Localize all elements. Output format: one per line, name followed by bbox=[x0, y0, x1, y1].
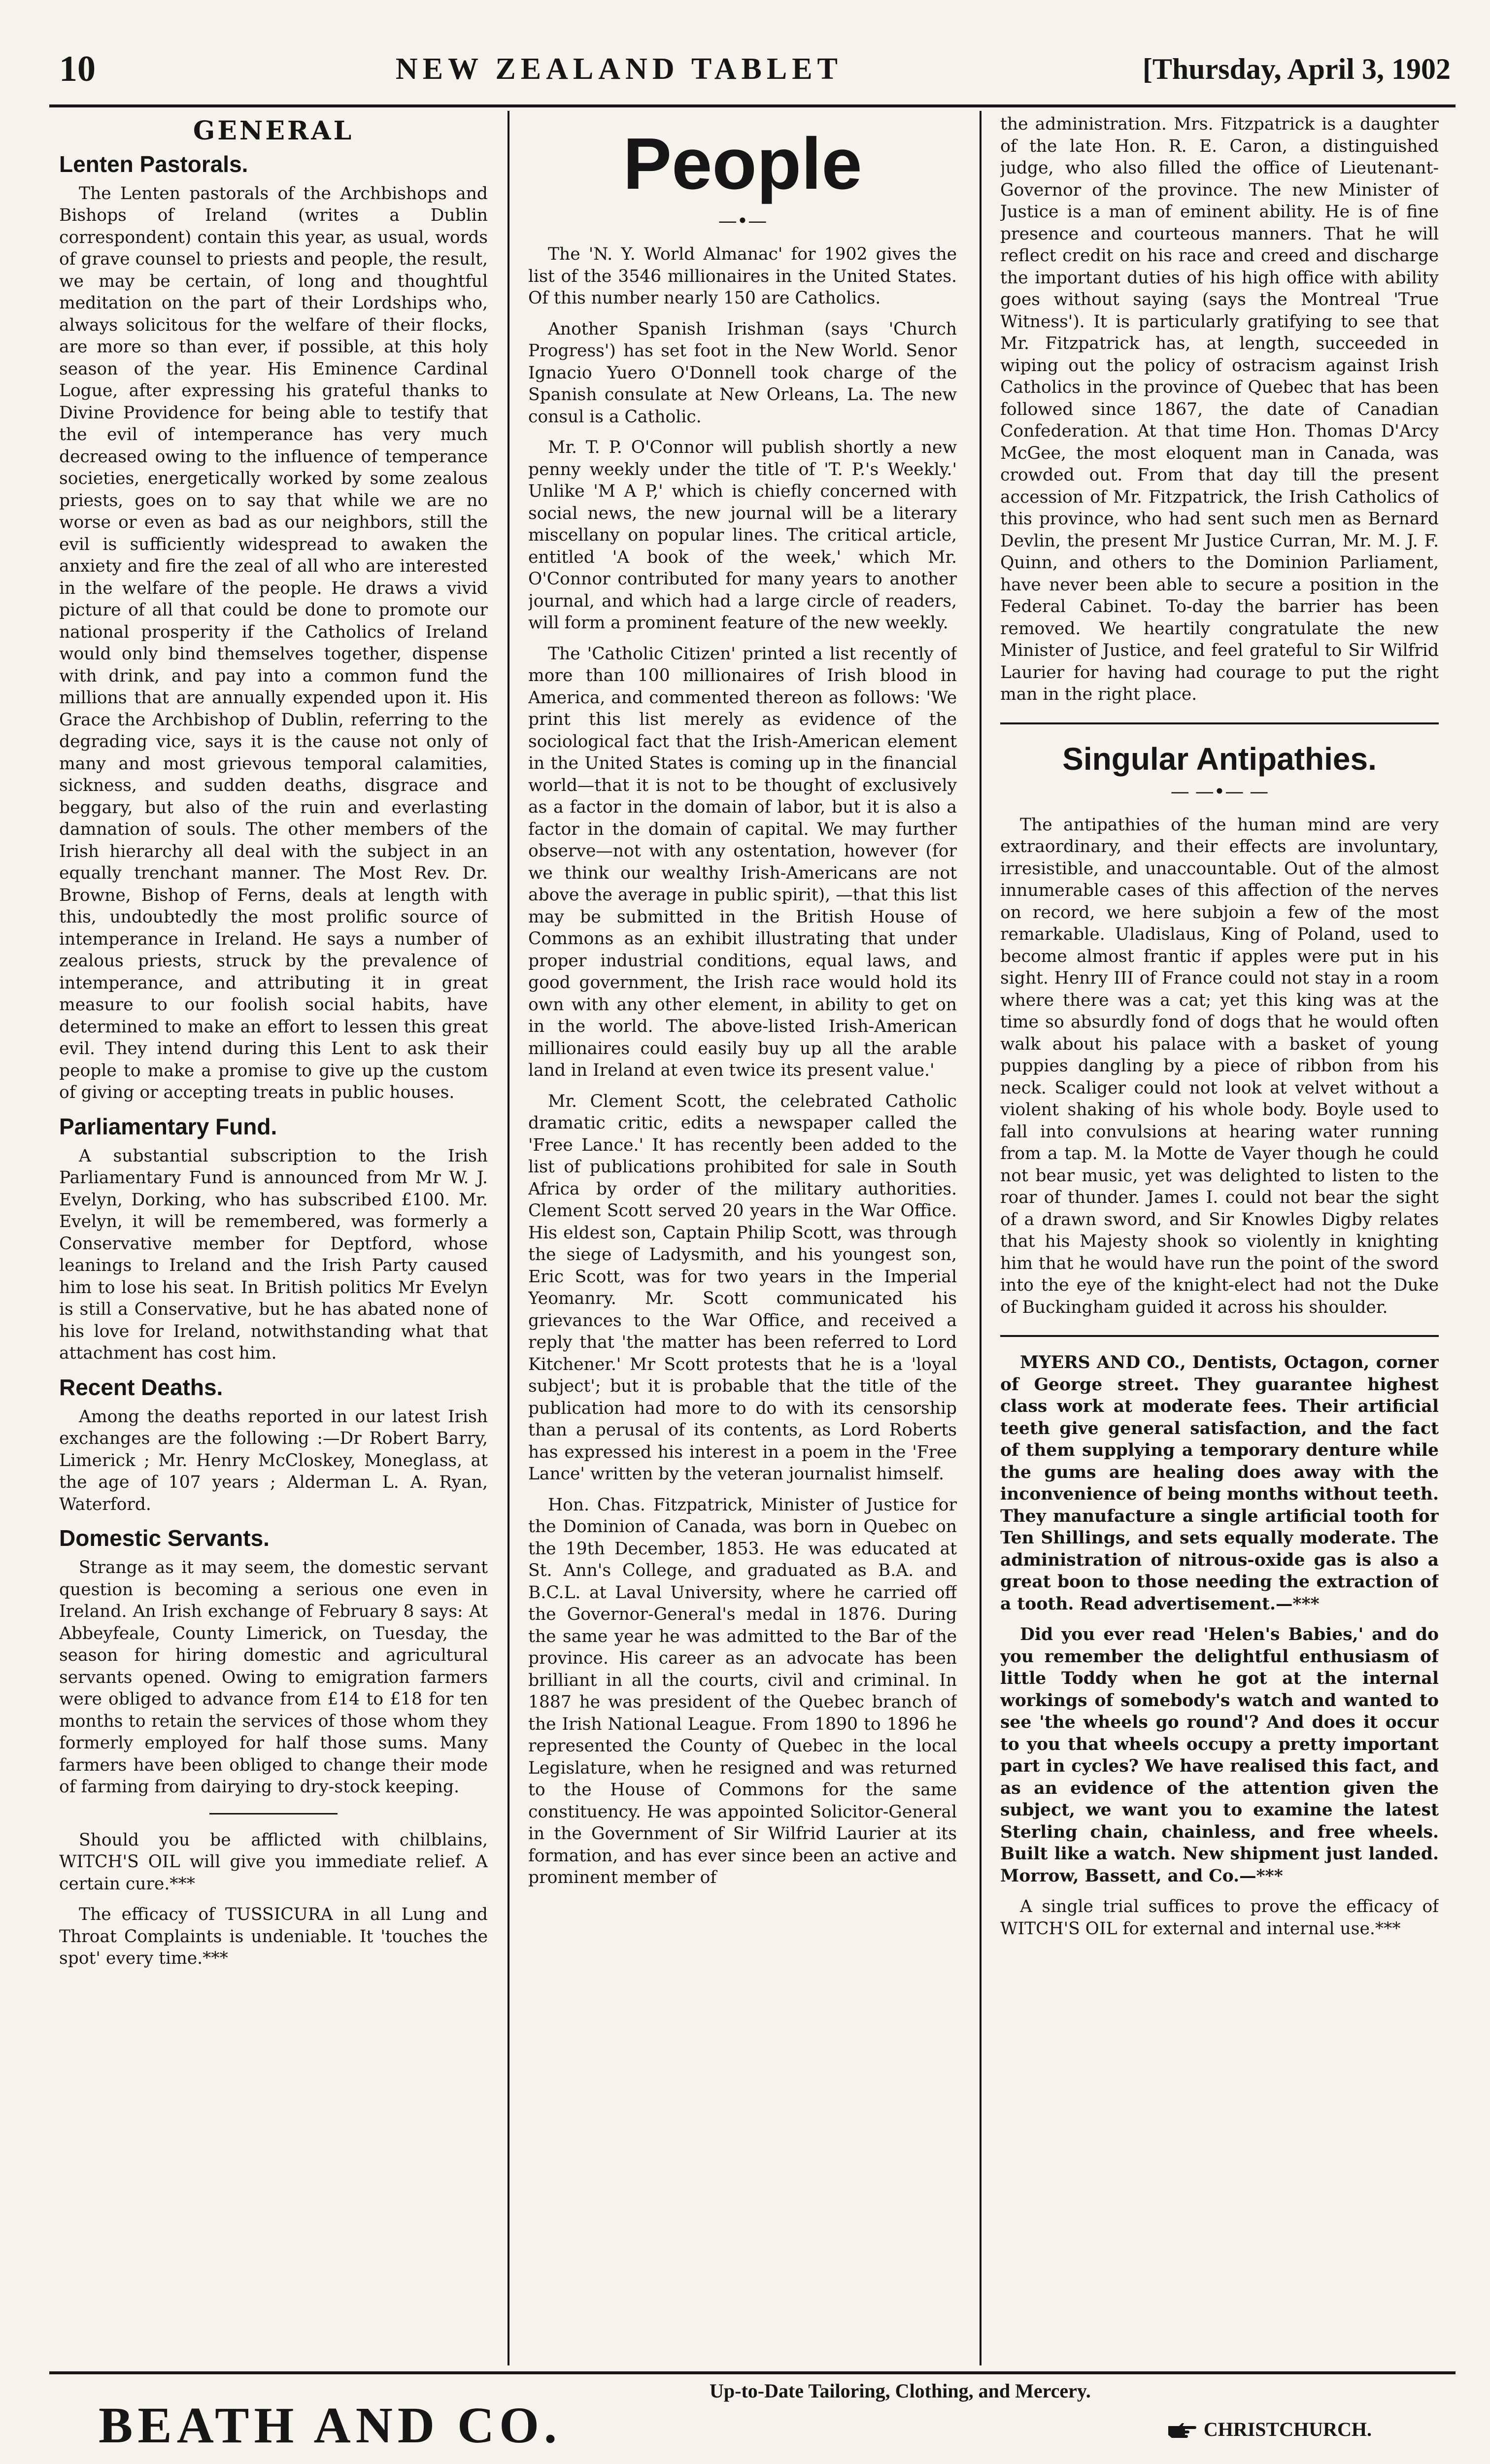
column-divider bbox=[508, 111, 509, 2365]
article-paragraph: The Lenten pastorals of the Archbishops and Bishops of Ireland (writes a Dublin correspondent) contain this year, as usual, words of grave counsel to priests and people, the result, we may be certain, of long and thoughtful meditation on the part of their Lordships who, always solicitous for the welfare of their flocks, are more so than ever, if possible, at this holy season of the year. His Eminence Cardinal Logue, after expressing his grateful thanks to Divine Providence for being able to testify that the evil of intemperance has very much decreased owing to the influence of temperance societies, energetically worked by some zealous priests, goes on to say that while we are no worse or even as bad as our neighbors, still the evil is sufficiently widespread to awaken the anxiety and fire the zeal of all who are interested in the welfare of the people. He draws a vivid picture of all that could be done to promote our national prosperity if the Catholics of Ireland would only bind themselves together, dispense with drink, and pay into a common fund the millions that are annually expended upon it. His Grace the Archbishop of Dublin, referring to the degrading vice, says it is the cause not only of many and most grievous temporal calamities, sickness, and sudden deaths, disgrace and beggary, but also of the ruin and everlasting damnation of souls. The other members of the Irish hierarchy all deal with the subject in an equally trenchant manner. The Most Rev. Dr. Browne, Bishop of Ferns, deals at length with this, undoubtedly the most prolific source of intemperance in Ireland. He says a number of zealous priests, struck by the prevalence of intemperance, and attributing it in great measure to our foolish social habits, have determined to make an effort to lessen this great evil. They intend during this Lent to ask their people to make a promise to give up the custom of giving or accepting treats in public houses. bbox=[59, 183, 488, 1102]
article-heading: Parliamentary Fund. bbox=[59, 1113, 277, 1139]
article-paragraph: the administration. Mrs. Fitzpatrick is a daughter of the late Hon. R. E. Caron, a distinguished judge, who also filled the office of Lieutenant-Governor of the province. The new Minister of Justice is a man of eminent ability. He is of fine presence and courteous manners. That he will reflect credit on his race and creed and discharge the important duties of his high office with ability goes without saying (says the Montreal 'True Witness'). It is particularly gratifying to see that Mr. Fitzpatrick has, at length, succeeded in wiping out the policy of ostracism against Irish Catholics in the province of Quebec that has been followed since 1867, the date of Canadian Confederation. At that time Hon. Thomas D'Arcy McGee, the most eloquent man in Canada, was crowded out. From that day till the present accession of Mr. Fitzpatrick, the Irish Catholics of this province, who had sent such men as Bernard Devlin, the present Mr Justice Curran, Mr. M. J. F. Quinn, and others to the Dominion Parliament, have never been able to secure a position in the Federal Cabinet. To-day the barrier has been removed. We heartily congratulate the new Minister of Justice, and feel grateful to Sir Wilfrid Laurier for having had courage to put the right man in the right place. bbox=[1000, 114, 1439, 704]
footer-city-line bbox=[1167, 2418, 1372, 2441]
footer-advertisement bbox=[59, 2379, 1451, 2463]
page-number: 10 bbox=[59, 48, 96, 89]
article-heading: Lenten Pastorals. bbox=[59, 151, 248, 177]
article-paragraph: The antipathies of the human mind are very extraordinary, and their effects are involuntary, irresistible, and unaccountable. Out of the almost innumerable cases of this affection of the nerves on record, we here subjoin a few of the most remarkable. Uladislaus, King of Poland, used to become almost frantic if apples were put in his sight. Henry III of France could not stay in a room where there was a cat; yet this king was at the time so absurdly fond of dogs that he would often walk about his palace with a basket of young puppies dangling by a piece of ribbon from his neck. Scaliger could not look at velvet without a violent shaking of his whole body. Boyle used to fall into convulsions at hearing water running from a tap. M. la Motte de Vayer though he could not bear music, yet was delighted to listen to the roar of thunder. James I. could not bear the sight of a drawn sword, and Sir Knowles Digby relates that his Majesty shook so violently in knighting him that he would have run the point of the sword into the eye of the knight-elect had not the Duke of Buckingham guided it across his shoulder. bbox=[1000, 815, 1439, 1317]
column-antipathies bbox=[1000, 113, 1439, 2353]
footer-city: CHRISTCHURCH. bbox=[1203, 2418, 1372, 2440]
section-title-antipathies: Singular Antipathies. bbox=[1062, 741, 1377, 777]
issue-date: [Thursday, April 3, 1902 bbox=[1142, 52, 1451, 85]
advertisement-paragraph: The efficacy of TUSSICURA in all Lung and Throat Complaints is undeniable. It 'touches the spot' every time.*** bbox=[59, 1905, 488, 1968]
advertisement-paragraph: Did you ever read 'Helen's Babies,' and do you remember the delightful enthusiasm of little Toddy when he got at the internal workings of somebody's watch and wanted to see 'the wheels go round'? And does it occur to you that wheels occupy a pretty important part in cycles? We have realised this fact, and as an evidence of the attention given the subject, we want you to examine the latest Sterling chain, chainless, and free wheels. Built like a watch. New shipment just landed. Morrow, Bassett, and Co.—*** bbox=[1000, 1625, 1439, 1886]
article-paragraph: Mr. T. P. O'Connor will publish shortly a new penny weekly under the title of 'T. P.'s Weekly.' Unlike 'M A P,' which is chiefly concerned with social news, the new journal will be a literary miscellany on popular lines. The critical article, entitled 'A book of the week,' which Mr. O'Connor contributed for many years to another journal, and which had a large circle of readers, will form a prominent feature of the new weekly. bbox=[528, 438, 957, 633]
ornament-divider: — —•— — bbox=[1170, 780, 1269, 802]
masthead-rule bbox=[49, 104, 1456, 107]
advertisement-paragraph: A single trial suffices to prove the efficacy of WITCH'S OIL for external and internal use.*** bbox=[1000, 1897, 1439, 1939]
footer-rule bbox=[49, 2371, 1456, 2374]
column-people bbox=[528, 113, 957, 2353]
paper-title: NEW ZEALAND TABLET bbox=[395, 52, 843, 86]
advertisement-paragraph: MYERS AND CO., Dentists, Octagon, corner of George street. They guarantee highest class work at moderate fees. Their artificial teeth give general satisfaction, and the fact of them supplying a temporary denture while the gums are healing does away with the inconvenience of being months without teeth. They manufacture a single artificial tooth for Ten Shillings, and sets equally moderate. The administration of nitrous-oxide gas is also a great boon to those needing the extraction of a tooth. Read advertisement.—*** bbox=[1000, 1353, 1439, 1614]
article-paragraph: Among the deaths reported in our latest Irish exchanges are the following :—Dr Robert Barry, Limerick ; Mr. Henry McCloskey, Moneglass, at the age of 107 years ; Alderman L. A. Ryan, Waterford. bbox=[59, 1406, 488, 1514]
divider bbox=[209, 1813, 338, 1814]
article-paragraph: Hon. Chas. Fitzpatrick, Minister of Justice for the Dominion of Canada, was born in Quebec on the 19th December, 1853. He was educated at St. Ann's College, and graduated as B.A. and B.C.L. at Laval University, where he carried off the Governor-General's medal in 1876. During the same year he was admitted to the Bar of the province. His career as an advocate has been brilliant in all the courts, civil and criminal. In 1887 he was president of the Quebec branch of the Irish National League. From 1890 to 1896 he represented the County of Quebec in the local Legislature, when he resigned and was returned to the House of Commons for the same constituency. He was appointed Solicitor-General in the Government of Sir Wilfrid Laurier at its formation, and has ever since been an active and prominent member of bbox=[528, 1495, 957, 1887]
footer-brand: BEATH AND CO. bbox=[99, 2397, 562, 2454]
section-title-general: GENERAL bbox=[193, 116, 354, 146]
pointing-hand-icon bbox=[1167, 2421, 1197, 2438]
article-paragraph: A substantial subscription to the Irish Parliamentary Fund is announced from Mr W. J. Evelyn, Dorking, who has subscribed £100. Mr. Evelyn, it will be remembered, was formerly a Conservative member for Deptford, whose leanings to Ireland and the Irish Party caused him to lose his seat. In British politics Mr Evelyn is still a Conservative, but he has abated none of his love for Ireland, notwithstanding what that attachment has cost him. bbox=[59, 1146, 488, 1363]
advertisement-paragraph: Should you be afflicted with chilblains, WITCH'S OIL will give you immediate relief. A certain cure.*** bbox=[59, 1830, 488, 1894]
column-general bbox=[59, 113, 488, 2353]
article-paragraph: The 'N. Y. World Almanac' for 1902 gives the list of the 3546 millionaires in the United States. Of this number nearly 150 are Catholics. bbox=[528, 244, 957, 308]
masthead bbox=[59, 34, 1451, 103]
article-paragraph: The 'Catholic Citizen' printed a list recently of more than 100 millionaires of Irish blood in America, and commented thereon as follows: 'We print this list merely as evidence of the sociological fact that the Irish-American element in the United States is coming up in the financial world—that it is not to be thought of exclusively as a factor in the domain of labor, but it is also a factor in the domain of capital. We may further observe—not with any ostentation, however (for we think our wealthy Irish-Americans are not above the average in public spirit), —that this list may be submitted in the British House of Commons as an exhibit illustrating that under proper industrial conditions, equal laws, and good government, the Irish race would hold its own with any other element, in ability to get on in the world. The above-listed Irish-American millionaires could easily buy up all the arable land in Ireland at even twice its present value.' bbox=[528, 644, 957, 1080]
footer-tagline: Up-to-Date Tailoring, Clothing, and Mercery. bbox=[710, 2380, 1091, 2402]
article-paragraph: Mr. Clement Scott, the celebrated Catholic dramatic critic, edits a newspaper called the 'Free Lance.' It has recently been added to the list of publications prohibited for sale in South Africa by order of the military authorities. Clement Scott served 20 years in the War Office. His eldest son, Captain Philip Scott, was through the siege of Ladysmith, and his youngest son, Eric Scott, was for two years in the Imperial Yeomanry. Mr. Scott communicated his grievances to the War Office, and received a reply that 'the matter has been referred to Lord Kitchener.' Mr Scott protests that he is a 'loyal subject'; but it is probable that the title of the publication had more to do with its censorship than a perusal of its contents, as Lord Roberts has expressed his interest in a poem in the 'Free Lance' written by the veteran journalist himself. bbox=[528, 1091, 957, 1484]
article-heading: Recent Deaths. bbox=[59, 1374, 223, 1400]
article-paragraph: Another Spanish Irishman (says 'Church Progress') has set foot in the New World. Senor Ignacio Yuero O'Donnell took charge of the Spanish consulate at New Orleans, La. The new consul is a Catholic. bbox=[528, 319, 957, 427]
divider bbox=[1000, 722, 1439, 724]
section-title-people: People bbox=[623, 123, 862, 205]
ornament-divider: —•— bbox=[718, 210, 767, 232]
column-divider bbox=[980, 111, 982, 2365]
article-paragraph: Strange as it may seem, the domestic servant question is becoming a serious one even in Ireland. An Irish exchange of February 8 says: At Abbeyfeale, County Limerick, on Tuesday, the season for hiring domestic and agricultural servants opened. Owing to emigration farmers were obliged to advance from £14 to £18 for ten months to retain the services of those whom they formerly employed for half those sums. Many farmers have been obliged to change their mode of farming from dairying to dry-stock keeping. bbox=[59, 1558, 488, 1797]
divider bbox=[1000, 1335, 1439, 1337]
article-heading: Domestic Servants. bbox=[59, 1525, 270, 1551]
